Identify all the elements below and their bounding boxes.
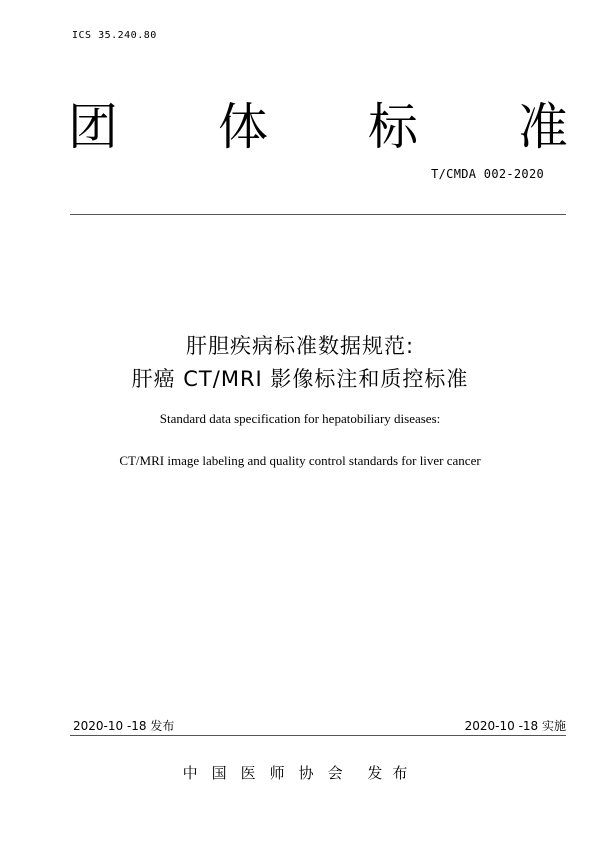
english-title-line-1: Standard data specification for hepatobiliary diseases: xyxy=(159,411,441,426)
category-char-2: 体 xyxy=(218,98,268,156)
publisher-action: 发布 xyxy=(367,764,418,782)
category-char-3: 标 xyxy=(368,98,418,156)
bottom-divider xyxy=(70,735,566,736)
publisher-line xyxy=(0,762,600,783)
publish-date: 2020-10 -18 发布 xyxy=(73,719,175,733)
implement-date: 2020-10 -18 实施 xyxy=(464,719,566,733)
top-divider xyxy=(70,214,566,215)
chinese-title-line-2: 肝癌 CT/MRI 影像标注和质控标准 xyxy=(131,367,469,391)
ics-code: ICS 35.240.80 xyxy=(72,30,157,41)
category-char-1: 团 xyxy=(68,98,118,156)
document-category-title xyxy=(68,92,568,162)
chinese-title-line-1: 肝胆疾病标准数据规范: xyxy=(185,334,415,358)
category-char-4: 准 xyxy=(518,98,568,156)
publisher-organization: 中国医师协会 xyxy=(182,764,357,782)
standard-number: T/CMDA 002-2020 xyxy=(431,167,544,181)
english-title-line-2: CT/MRI image labeling and quality control standards for liver cancer xyxy=(119,453,481,468)
